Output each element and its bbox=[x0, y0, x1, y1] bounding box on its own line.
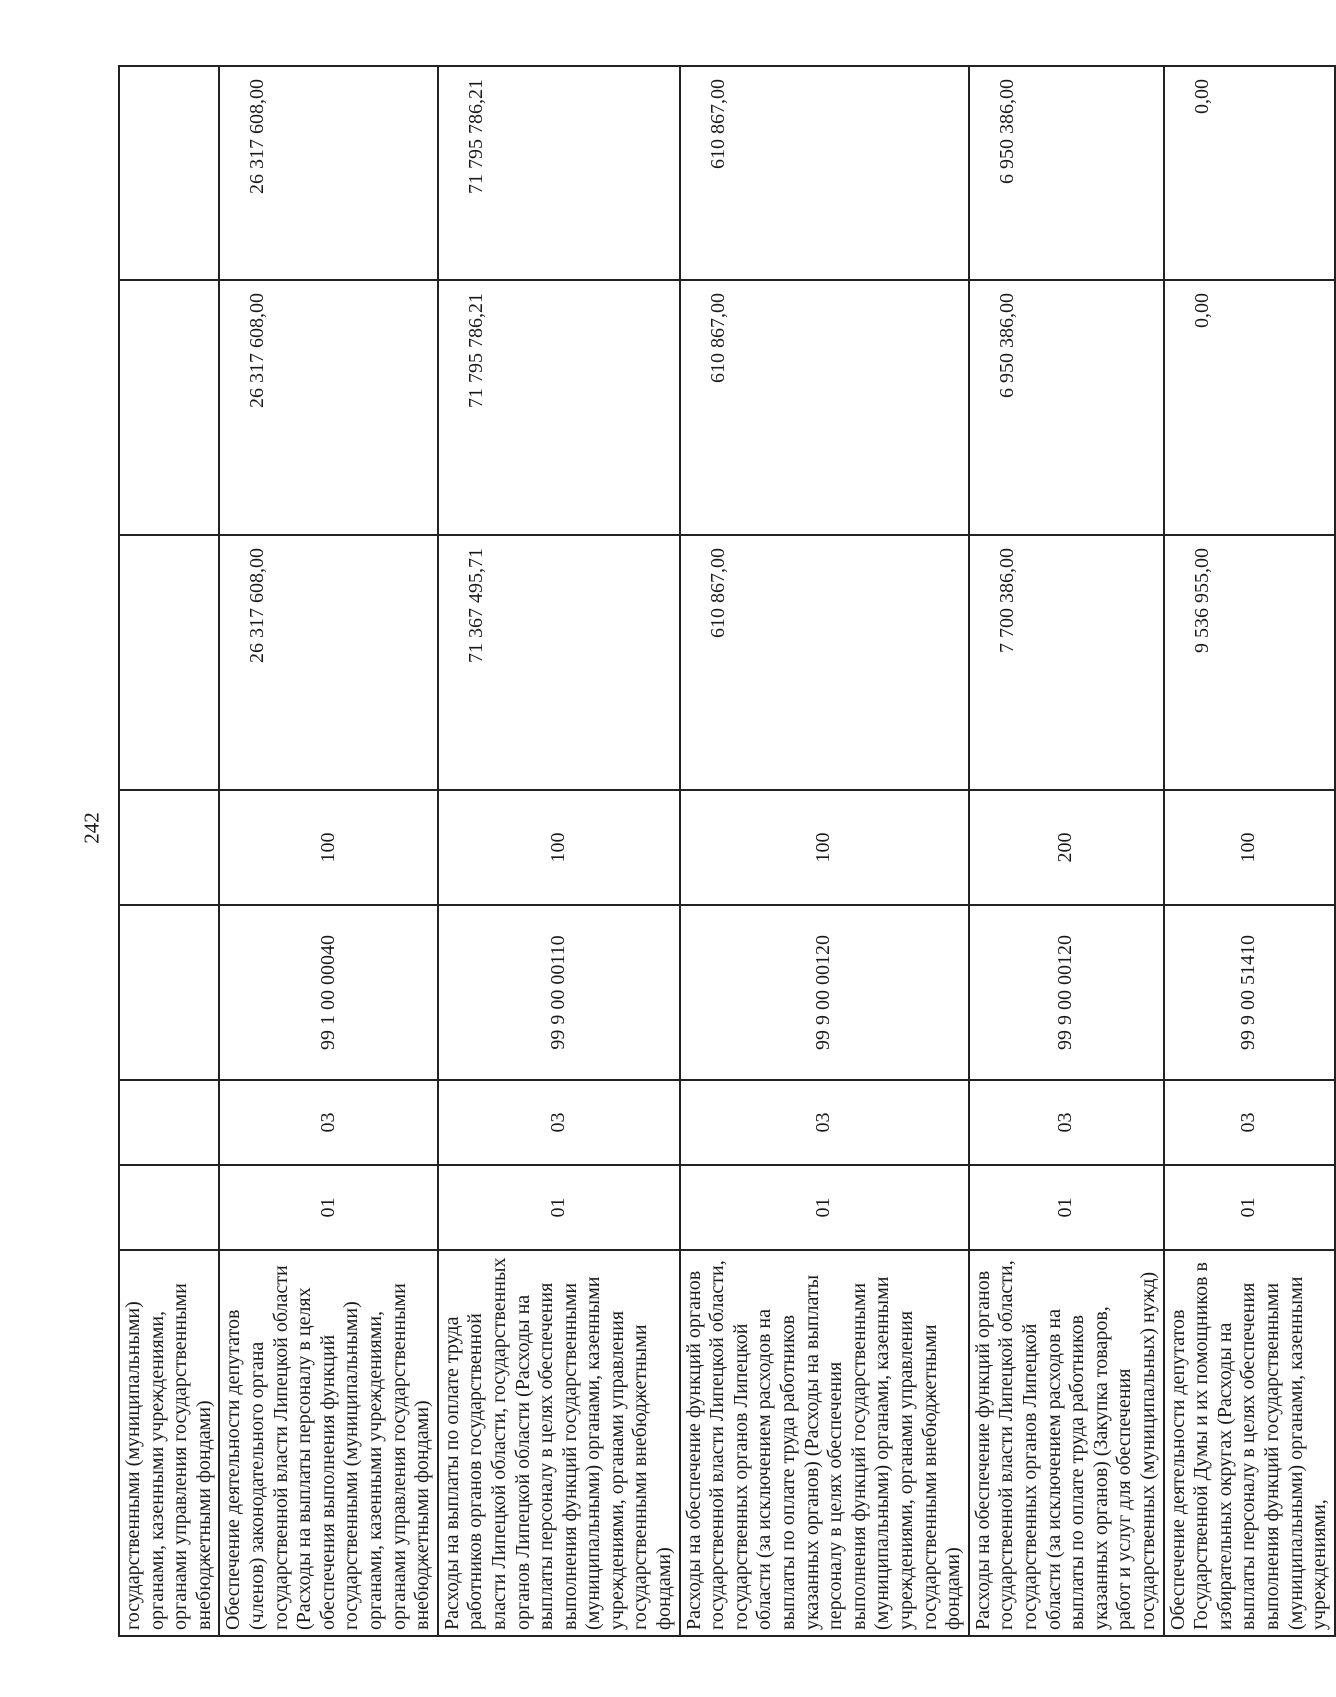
target-article-cell: 99 9 00 00120 bbox=[969, 905, 1164, 1080]
table-row bbox=[438, 66, 680, 1636]
expense-type-cell: 100 bbox=[438, 790, 680, 905]
expense-type-cell bbox=[119, 790, 219, 905]
amount-year1-cell: 9 536 955,00 bbox=[1164, 535, 1335, 790]
description-cell: Обеспечение деятельности депутатов Государственной Думы и их помощников в избирательных округах (Расходы на выплаты персоналу в целях обеспечения выполнения функций государственными (муниципальными) органами, казенными учреждениями, bbox=[1164, 1250, 1335, 1636]
table-row bbox=[119, 66, 219, 1636]
amount-year2-cell bbox=[119, 280, 219, 535]
subsection-code-cell: 03 bbox=[969, 1080, 1164, 1165]
description-cell: государственными (муниципальными) органами, казенными учреждениями, органами управления государственными внебюджетными фондами) bbox=[119, 1250, 219, 1636]
amount-year3-cell: 6 950 386,00 bbox=[969, 66, 1164, 280]
amount-year3-cell: 610 867,00 bbox=[680, 66, 969, 280]
subsection-code-cell: 03 bbox=[219, 1080, 437, 1165]
expense-type-cell: 100 bbox=[1164, 790, 1335, 905]
table-body bbox=[119, 66, 1335, 1636]
amount-year1-cell bbox=[119, 535, 219, 790]
amount-year2-cell: 610 867,00 bbox=[680, 280, 969, 535]
amount-year2-cell: 26 317 608,00 bbox=[219, 280, 437, 535]
table-row bbox=[219, 66, 437, 1636]
target-article-cell: 99 9 00 00120 bbox=[680, 905, 969, 1080]
expense-type-cell: 100 bbox=[680, 790, 969, 905]
amount-year2-cell: 71 795 786,21 bbox=[438, 280, 680, 535]
rotated-table-container bbox=[118, 67, 1331, 1637]
target-article-cell: 99 9 00 51410 bbox=[1164, 905, 1335, 1080]
section-code-cell: 01 bbox=[438, 1165, 680, 1250]
section-code-cell bbox=[119, 1165, 219, 1250]
subsection-code-cell: 03 bbox=[680, 1080, 969, 1165]
table-row bbox=[969, 66, 1164, 1636]
budget-table bbox=[118, 65, 1336, 1637]
amount-year3-cell: 26 317 608,00 bbox=[219, 66, 437, 280]
table-row bbox=[680, 66, 969, 1636]
amount-year3-cell: 0,00 bbox=[1164, 66, 1335, 280]
description-cell: Расходы на выплаты по оплате труда работников органов государственной власти Липецкой области, государственных органов Липецкой области (Расходы на выплаты персоналу в целях обеспечения выполнения функций государственными (муниципальными) органами, казенными учреждениями, органами управления государственными внебюджетными фондами) bbox=[438, 1250, 680, 1636]
amount-year3-cell: 71 795 786,21 bbox=[438, 66, 680, 280]
description-cell: Обеспечение деятельности депутатов (членов) законодательного органа государственной власти Липецкой области (Расходы на выплаты персоналу в целях обеспечения выполнения функций государственными (муниципальными) органами, казенными учреждениями, органами управления государственными внебюджетными фондами) bbox=[219, 1250, 437, 1636]
target-article-cell: 99 9 00 00110 bbox=[438, 905, 680, 1080]
amount-year2-cell: 0,00 bbox=[1164, 280, 1335, 535]
section-code-cell: 01 bbox=[680, 1165, 969, 1250]
amount-year3-cell bbox=[119, 66, 219, 280]
table-row bbox=[1164, 66, 1335, 1636]
section-code-cell: 01 bbox=[969, 1165, 1164, 1250]
section-code-cell: 01 bbox=[1164, 1165, 1335, 1250]
section-code-cell: 01 bbox=[219, 1165, 437, 1250]
description-cell: Расходы на обеспечение функций органов государственной власти Липецкой области, государственных органов Липецкой области (за исключением расходов на выплаты по оплате труда работников указанных органов) (Закупка товаров, работ и услуг для обеспечения государственных (муниципальных) нужд) bbox=[969, 1250, 1164, 1636]
expense-type-cell: 200 bbox=[969, 790, 1164, 905]
target-article-cell: 99 1 00 00040 bbox=[219, 905, 437, 1080]
subsection-code-cell: 03 bbox=[1164, 1080, 1335, 1165]
amount-year1-cell: 7 700 386,00 bbox=[969, 535, 1164, 790]
page-number: 242 bbox=[79, 812, 104, 844]
amount-year1-cell: 26 317 608,00 bbox=[219, 535, 437, 790]
amount-year1-cell: 71 367 495,71 bbox=[438, 535, 680, 790]
amount-year2-cell: 6 950 386,00 bbox=[969, 280, 1164, 535]
target-article-cell bbox=[119, 905, 219, 1080]
amount-year1-cell: 610 867,00 bbox=[680, 535, 969, 790]
subsection-code-cell bbox=[119, 1080, 219, 1165]
expense-type-cell: 100 bbox=[219, 790, 437, 905]
subsection-code-cell: 03 bbox=[438, 1080, 680, 1165]
description-cell: Расходы на обеспечение функций органов государственной власти Липецкой области, государственных органов Липецкой области (за исключением расходов на выплаты по оплате труда работников указанных органов) (Расходы на выплаты персоналу в целях обеспечения выполнения функций государственными (муниципальными) органами, казенными учреждениями, органами управления государственными внебюджетными фондами) bbox=[680, 1250, 969, 1636]
